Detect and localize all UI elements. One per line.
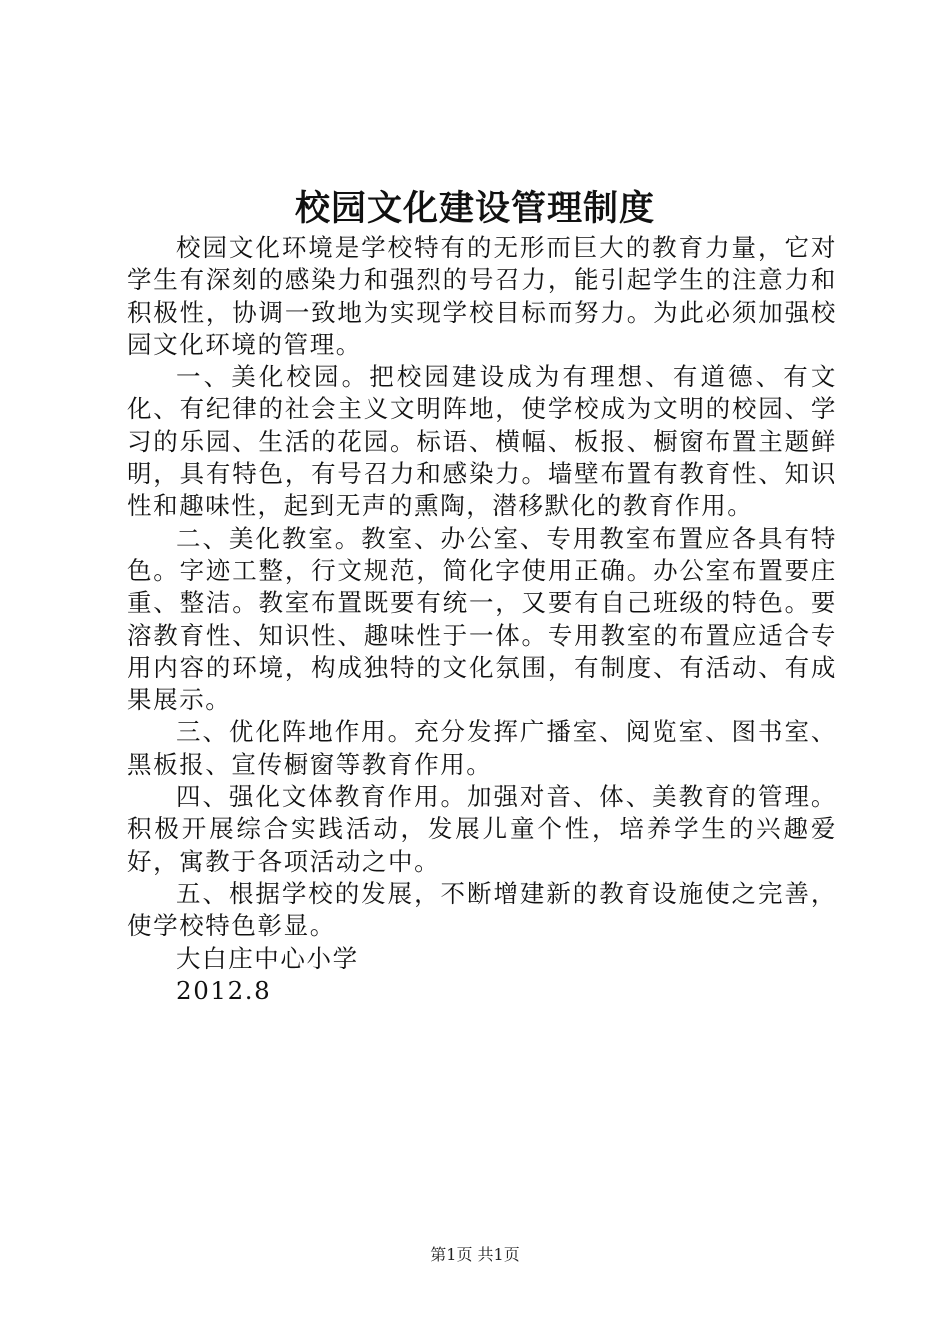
section-paragraph-3: 三、优化阵地作用。充分发挥广播室、阅览室、图书室、黑板报、宣传橱窗等教育作用。 bbox=[127, 717, 837, 779]
section-paragraph-1: 一、美化校园。把校园建设成为有理想、有道德、有文化、有纪律的社会主义文明阵地，使学校成为文明的校园、学习的乐园、生活的花园。标语、横幅、板报、橱窗布置主题鲜明，具有特色，有号召力和感染力。墙壁布置有教育性、知识性和趣味性，起到无声的熏陶，潜移默化的教育作用。 bbox=[127, 362, 837, 521]
signature-school: 大白庄中心小学 bbox=[176, 943, 359, 973]
section-paragraph-2: 二、美化教室。教室、办公室、专用教室布置应各具有特色。字迹工整，行文规范，简化字使用正确。办公室布置要庄重、整洁。教室布置既要有统一，又要有自己班级的特色。要溶教育性、知识性、趣味性于一体。专用教室的布置应适合专用内容的环境，构成独特的文化氛围，有制度、有活动、有成果展示。 bbox=[127, 523, 837, 715]
document-body bbox=[127, 232, 837, 1007]
intro-paragraph: 校园文化环境是学校特有的无形而巨大的教育力量，它对学生有深刻的感染力和强烈的号召力，能引起学生的注意力和积极性，协调一致地为实现学校目标而努力。为此必须加强校园文化环境的管理。 bbox=[127, 233, 837, 359]
page-number-footer: 第1页 共1页 bbox=[430, 1245, 520, 1264]
section-paragraph-4: 四、强化文体教育作用。加强对音、体、美教育的管理。积极开展综合实践活动，发展儿童个性，培养学生的兴趣爱好，寓教于各项活动之中。 bbox=[127, 782, 837, 876]
signature-date: 2012.8 bbox=[176, 975, 272, 1005]
document-title: 校园文化建设管理制度 bbox=[294, 188, 655, 229]
section-paragraph-5: 五、根据学校的发展，不断增建新的教育设施使之完善，使学校特色彰显。 bbox=[127, 878, 837, 941]
